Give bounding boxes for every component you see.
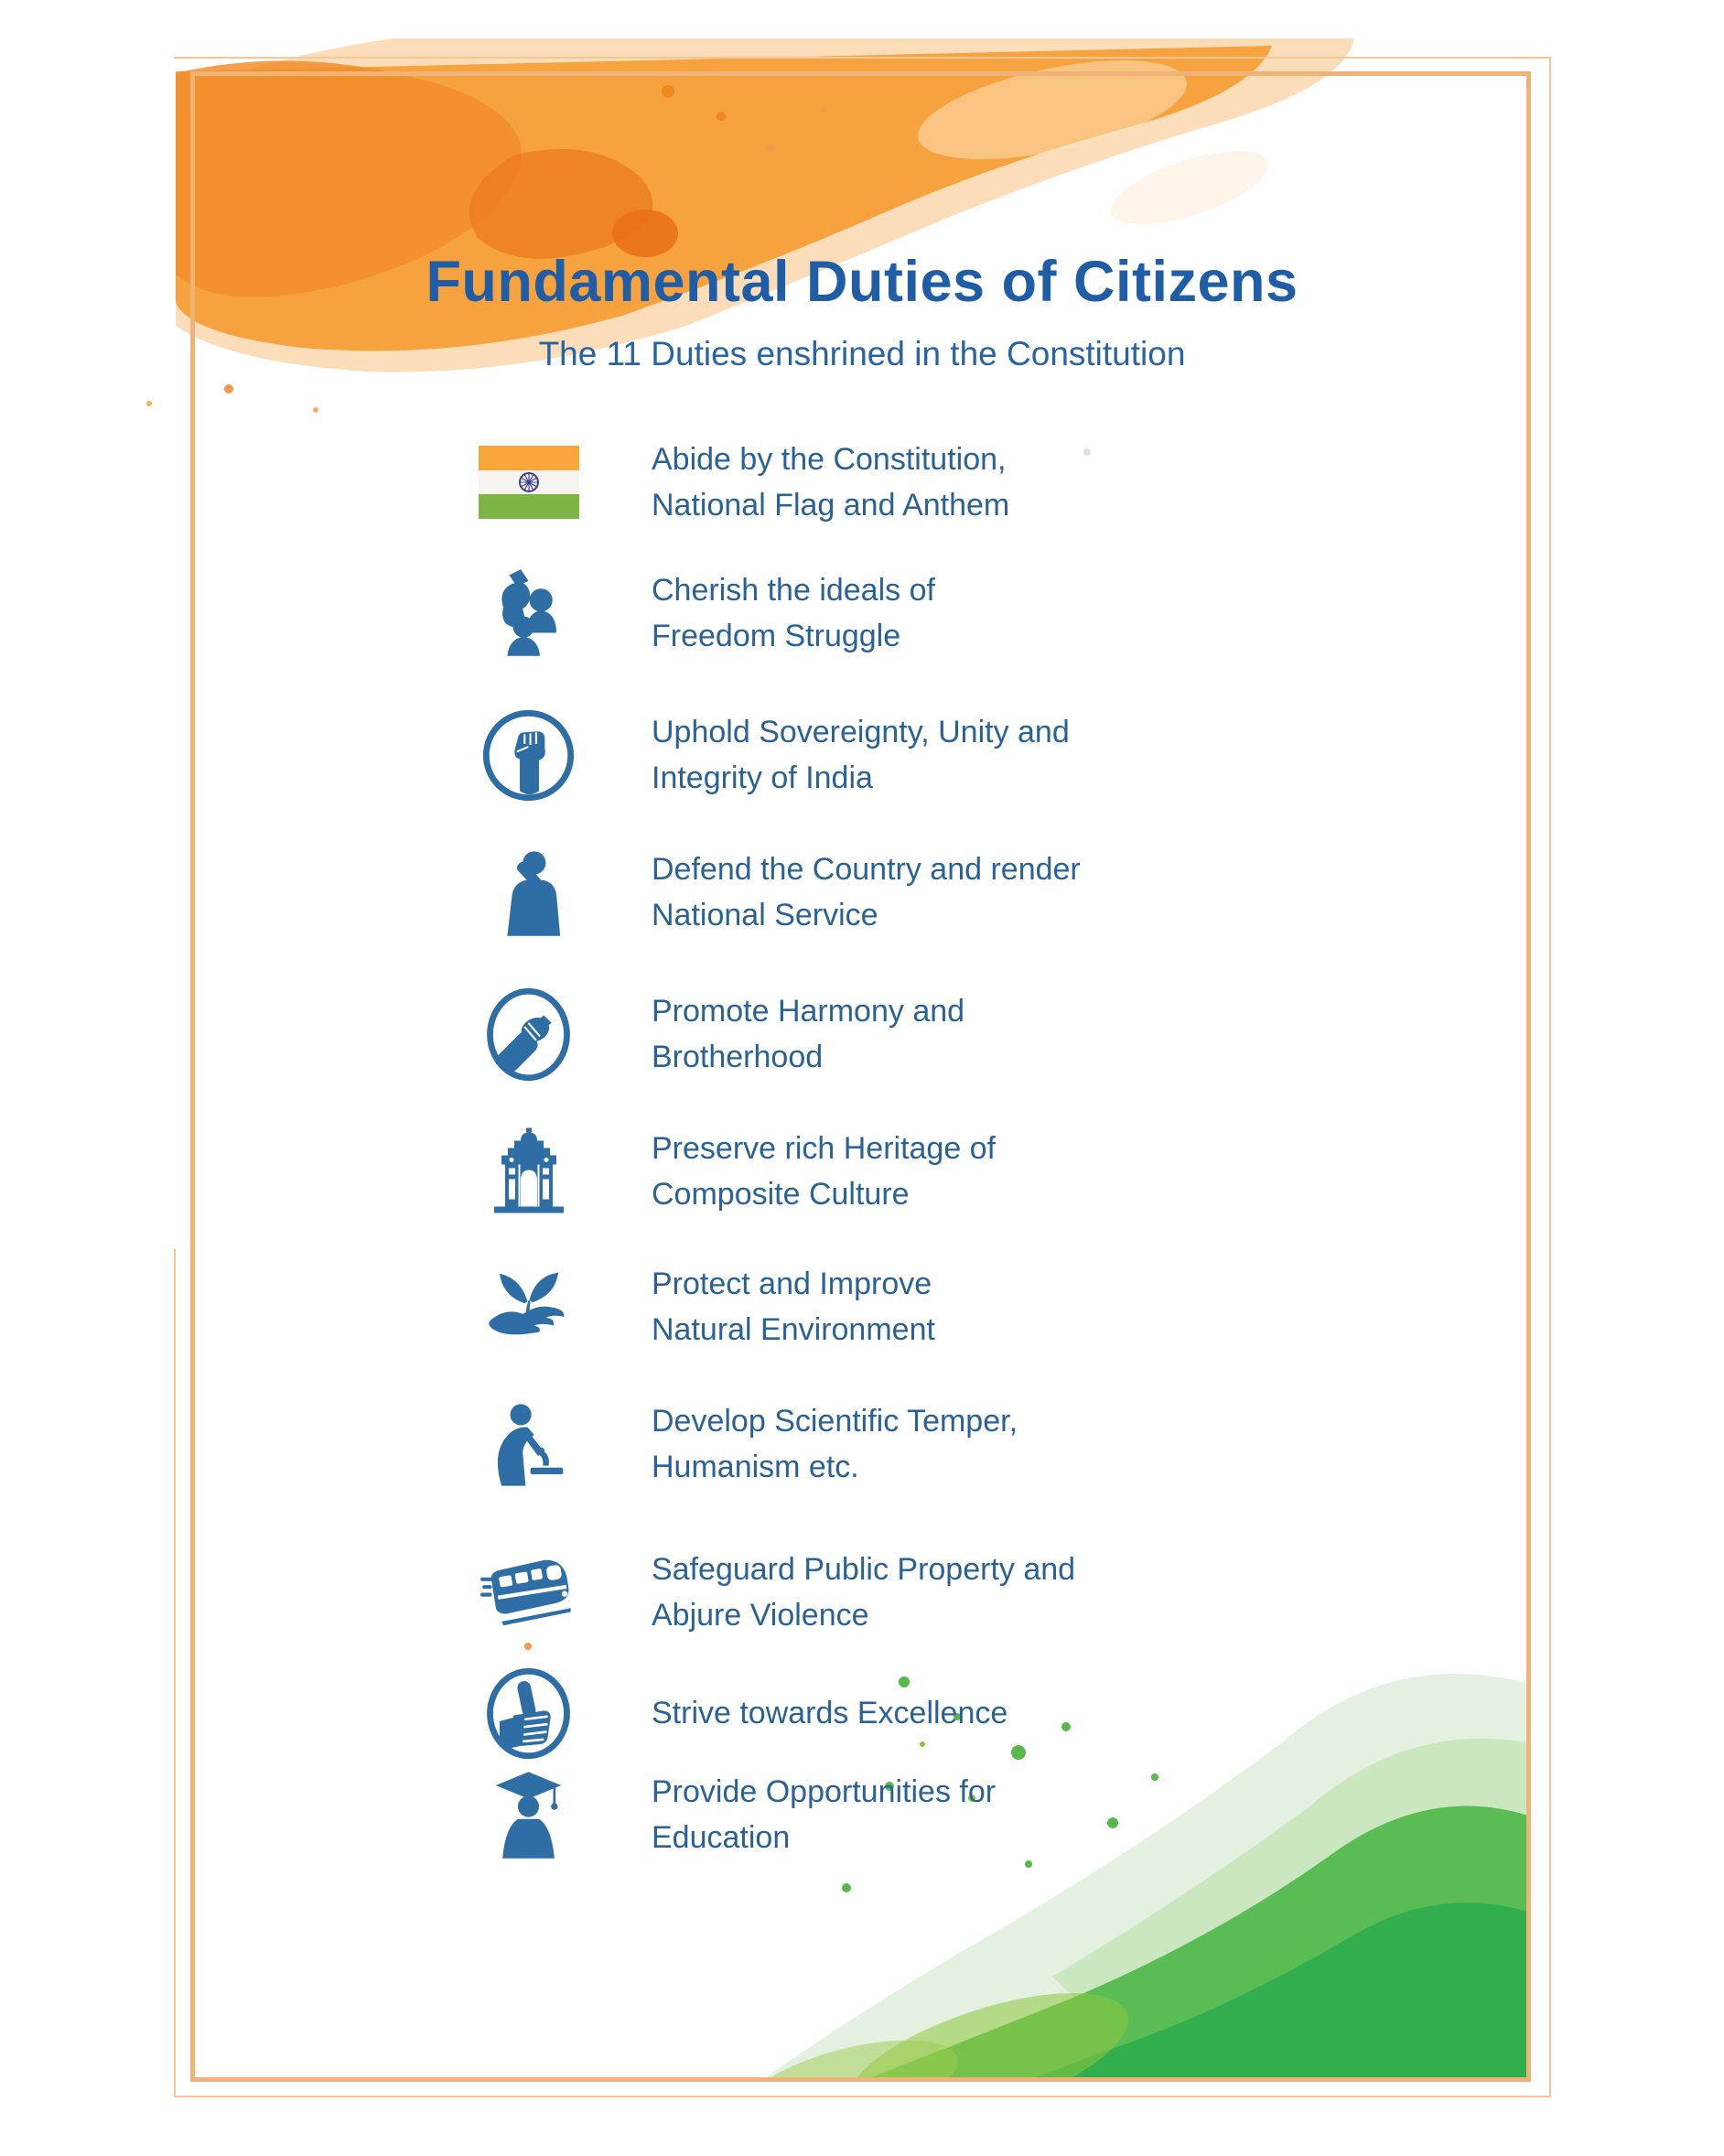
duty-line-1: Cherish the ideals of [652, 573, 935, 608]
duty-line-2: National Service [652, 898, 878, 932]
page-subtitle: The 11 Duties enshrined in the Constitution [538, 335, 1186, 372]
saluting-soldier-icon [462, 845, 595, 941]
duty-line-2: Freedom Struggle [652, 619, 901, 653]
scientist-microscope-icon [462, 1396, 595, 1493]
sapling-in-hand-icon [462, 1259, 595, 1355]
duty-line-2: Abjure Violence [652, 1598, 869, 1633]
duty-line-2: Brotherhood [652, 1040, 824, 1074]
duty-line-1: Defend the Country and render [652, 852, 1081, 887]
raised-fist-icon [462, 707, 595, 803]
duty-line-2: National Flag and Anthem [652, 488, 1010, 523]
duty-line-1: Protect and Improve [652, 1267, 932, 1301]
duty-line-2: Humanism etc. [652, 1450, 859, 1484]
duty-line-2: Education [652, 1820, 791, 1855]
duty-line-1: Promote Harmony and [652, 994, 965, 1029]
duty-item [462, 1247, 1423, 1366]
duty-item [462, 975, 1423, 1094]
duty-item [462, 1112, 1423, 1231]
duty-line-1: Abide by the Constitution, [652, 442, 1007, 477]
hand-clasp-icon [462, 986, 595, 1083]
duty-item [462, 423, 1423, 542]
thumbs-up-icon [462, 1666, 595, 1762]
graduation-icon [462, 1767, 595, 1863]
duty-line-1: Preserve rich Heritage of [652, 1131, 997, 1166]
duty-item [462, 1755, 1423, 1874]
india-gate-icon [462, 1124, 595, 1220]
train-icon [462, 1545, 595, 1641]
india-flag-icon [462, 446, 595, 519]
duty-line-1: Strive towards Excellence [652, 1696, 1008, 1730]
duty-line-1: Provide Opportunities for [652, 1774, 997, 1809]
duty-item [462, 554, 1423, 673]
page-title: Fundamental Duties of Citizens [426, 250, 1298, 314]
duty-item [462, 1385, 1423, 1504]
duty-item [462, 1533, 1423, 1652]
duty-line-1: Safeguard Public Property and [652, 1552, 1076, 1587]
duty-item [462, 695, 1423, 814]
freedom-fighters-icon [462, 566, 595, 662]
duty-line-2: Natural Environment [652, 1312, 935, 1347]
duty-line-2: Integrity of India [652, 760, 873, 795]
duty-item [462, 833, 1423, 952]
duty-line-2: Composite Culture [652, 1177, 910, 1212]
duty-line-1: Develop Scientific Temper, [652, 1404, 1018, 1439]
duty-line-1: Uphold Sovereignty, Unity and [652, 715, 1070, 749]
